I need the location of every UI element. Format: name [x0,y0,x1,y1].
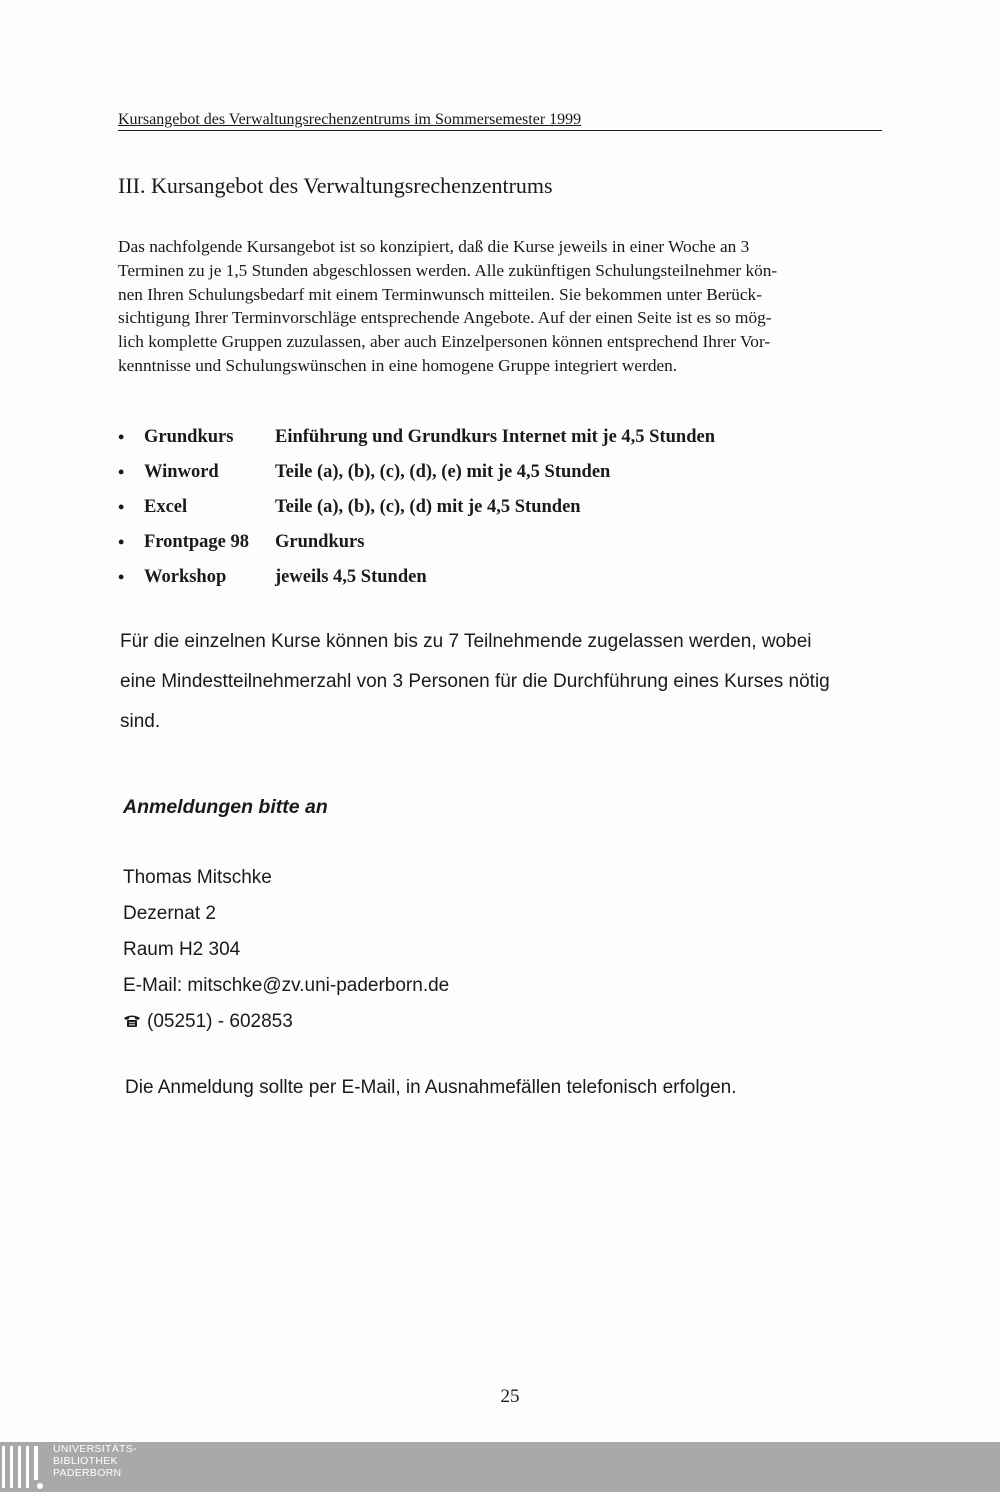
library-name-line: BIBLIOTHEK [53,1455,118,1467]
library-name-line: UNIVERSITÄTS- [53,1443,137,1455]
intro-line: Das nachfolgende Kursangebot ist so konzipiert, daß die Kurse jeweils in einer Woche an 3 [118,237,750,256]
course-name: Frontpage 98 [144,532,250,552]
contact-phone[interactable]: (05251) - 602853 [147,1011,293,1032]
course-name: Winword [144,462,219,482]
course-name: Grundkurs [144,427,234,447]
library-footer [0,1442,1000,1492]
registration-note: Die Anmeldung sollte per E-Mail, in Ausnahmefällen telefonisch erfolgen. [125,1077,737,1098]
contact-room: Raum H2 304 [123,939,241,960]
contact-phone-line [123,1004,449,1040]
participants-paragraph [120,622,900,742]
contact-department: Dezernat 2 [123,903,216,924]
participants-line: sind. [120,711,161,732]
contact-block [123,860,449,1040]
course-description: Teile (a), (b), (c), (d), (e) mit je 4,5 Stunden [275,462,611,482]
bullet: • [118,427,125,447]
intro-line: nen Ihren Schulungsbedarf mit einem Terminwunsch mitteilen. Sie bekommen unter Berück- [118,284,762,304]
course-description: Grundkurs [275,532,365,552]
registration-heading: Anmeldungen bitte an [123,796,328,818]
course-description: Teile (a), (b), (c), (d) mit je 4,5 Stunden [275,497,581,517]
contact-name: Thomas Mitschke [123,867,272,888]
bullet: • [118,567,125,587]
participants-line: Für die einzelnen Kurse können bis zu 7 Teilnehmende zugelassen werden, wobei [120,631,812,652]
bullet: • [118,462,125,482]
intro-line: Terminen zu je 1,5 Stunden abgeschlossen werden. Alle zukünftigen Schulungsteilnehmer kön- [118,260,778,280]
course-description: jeweils 4,5 Stunden [275,567,427,587]
intro-line: lich komplette Gruppen zuzulassen, aber auch Einzelpersonen können entsprechend Ihrer Vor- [118,332,771,352]
contact-email[interactable]: E-Mail: mitschke@zv.uni-paderborn.de [123,975,450,996]
course-description: Einführung und Grundkurs Internet mit je 4,5 Stunden [275,427,715,447]
intro-line: kenntnisse und Schulungswünschen in eine homogene Gruppe integriert werden. [118,355,678,375]
intro-line: sichtigung Ihrer Terminvorschläge entsprechende Angebote. Auf der einen Seite ist es so mög- [118,308,772,328]
telephone-icon [123,1014,141,1028]
library-name-line: PADERBORN [53,1467,122,1479]
page-number: 25 [500,1386,520,1407]
bullet: • [118,532,125,552]
participants-line: eine Mindestteilnehmerzahl von 3 Personen für die Durchführung eines Kurses nötig [120,671,830,692]
library-barcode-logo [0,1442,50,1492]
bullet: • [118,497,125,517]
library-name [53,1443,137,1479]
course-name: Excel [144,497,188,517]
running-header: Kursangebot des Verwaltungsrechenzentrums im Sommersemester 1999 [118,110,882,131]
course-name: Workshop [144,567,227,587]
section-title: III. Kursangebot des Verwaltungsrechenzentrums [118,173,553,198]
intro-paragraph [118,235,888,378]
